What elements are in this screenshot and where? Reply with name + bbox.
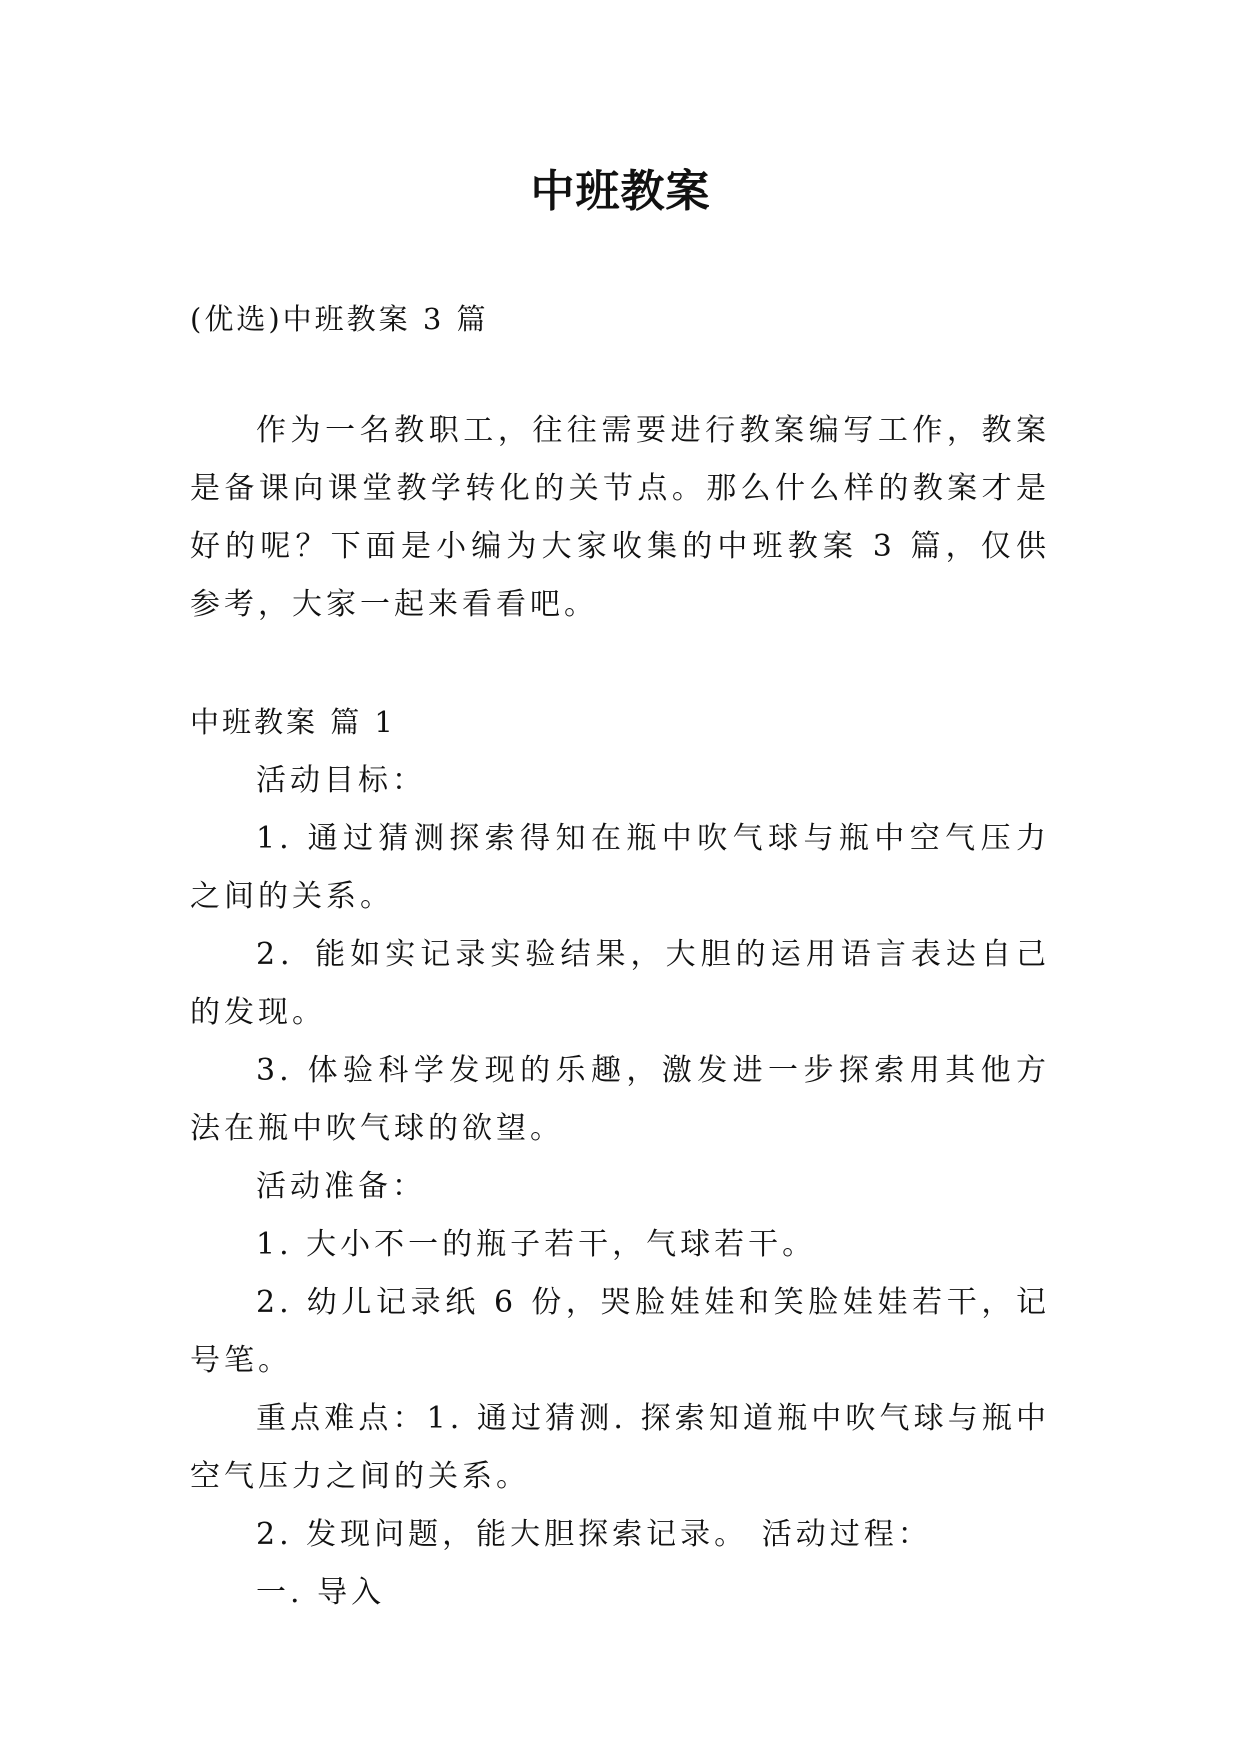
section-content bbox=[190, 752, 1050, 1622]
paragraph-goal-1: 1. 通过猜测探索得知在瓶中吹气球与瓶中空气压力之间的关系。 bbox=[190, 821, 1050, 914]
paragraph-prep-heading: 活动准备： bbox=[256, 1169, 426, 1204]
paragraph-goals-heading: 活动目标： bbox=[256, 763, 426, 798]
document-subtitle: (优选)中班教案 3 篇 bbox=[190, 302, 489, 336]
paragraph-goal-3: 3. 体验科学发现的乐趣，激发进一步探索用其他方法在瓶中吹气球的欲望。 bbox=[190, 1053, 1050, 1146]
section-heading: 中班教案 篇 1 bbox=[190, 705, 396, 739]
paragraph-goal-2: 2．能如实记录实验结果，大胆的运用语言表达自己的发现。 bbox=[190, 937, 1050, 1030]
document-title: 中班教案 bbox=[530, 166, 711, 217]
intro-paragraph: 作为一名教职工，往往需要进行教案编写工作，教案是备课向课堂教学转化的关节点。那么什么样的教案才是好的呢？下面是小编为大家收集的中班教案 3 篇，仅供参考，大家一起来看看吧。 bbox=[190, 413, 1050, 622]
paragraph-key-points-2: 2. 发现问题，能大胆探索记录。 活动过程： bbox=[256, 1517, 932, 1552]
paragraph-prep-2: 2. 幼儿记录纸 6 份，哭脸娃娃和笑脸娃娃若干，记号笔。 bbox=[190, 1285, 1050, 1378]
paragraph-intro-step: 一. 导入 bbox=[256, 1575, 386, 1610]
paragraph-key-points: 重点难点：1. 通过猜测. 探索知道瓶中吹气球与瓶中空气压力之间的关系。 bbox=[190, 1401, 1050, 1494]
paragraph-prep-1: 1. 大小不一的瓶子若干，气球若干。 bbox=[256, 1227, 817, 1262]
